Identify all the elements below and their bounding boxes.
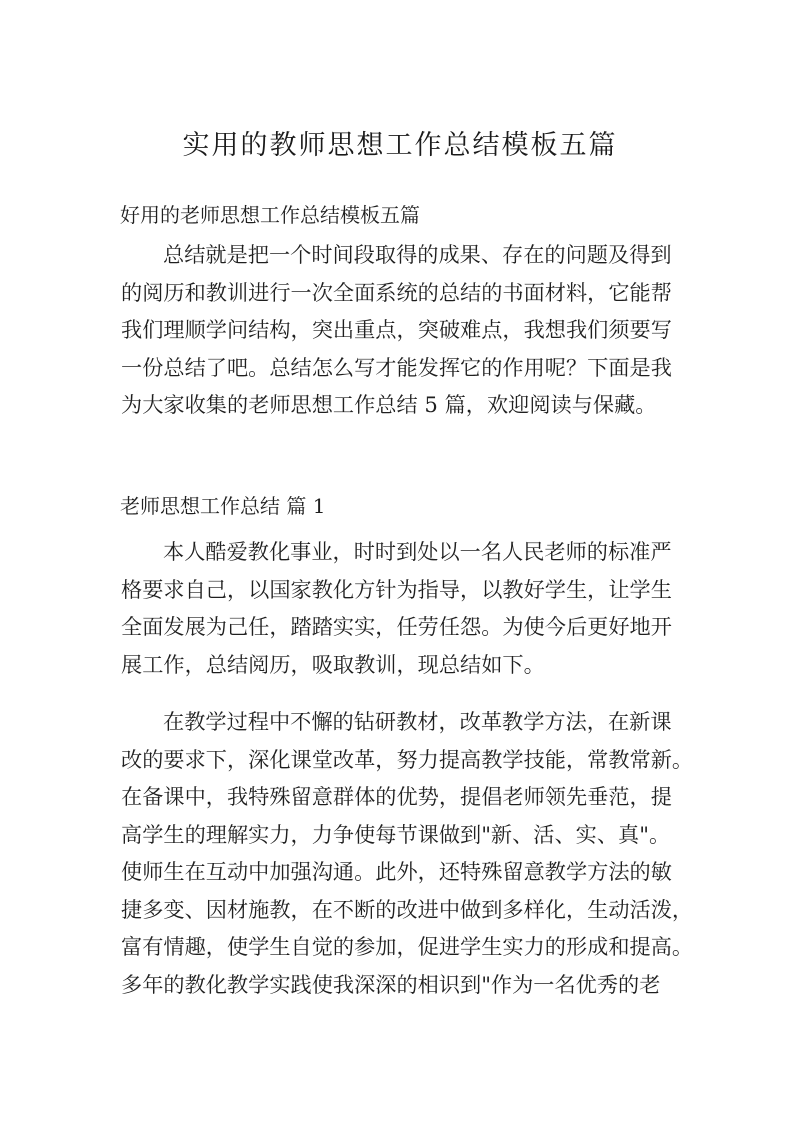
document-title: 实用的教师思想工作总结模板五篇: [182, 130, 618, 161]
paragraph-line: 在备课中，我特殊留意群体的优势，提倡老师领先垂范，提: [121, 784, 672, 809]
section-paragraph-1: [121, 533, 681, 683]
intro-paragraph: [121, 236, 681, 424]
paragraph-line: 展工作，总结阅历，吸取教训，现总结如下。: [121, 651, 545, 677]
section-paragraph-2: [121, 703, 694, 1003]
paragraph-line: 高学生的理解实力，力争使每节课做到"新、活、实、真"。: [121, 821, 671, 847]
paragraph-line: 改的要求下，深化课堂改革，努力提高教学技能，常教常新。: [121, 746, 694, 772]
paragraph-line: 格要求自己，以国家教化方针为指导，以教好学生，让学生: [121, 576, 672, 602]
paragraph-line: 多年的教化教学实践使我深深的相识到"作为一名优秀的老: [121, 971, 661, 997]
intro-line: 为大家收集的老师思想工作总结 5 篇，欢迎阅读与保藏。: [121, 392, 657, 417]
paragraph-line: 在教学过程中不懈的钻研教材，改革教学方法，在新课: [163, 709, 672, 734]
paragraph-line: 使师生在互动中加强沟通。此外，还特殊留意教学方法的敏: [121, 859, 672, 884]
intro-line: 的阅历和教训进行一次全面系统的总结的书面材料，它能帮: [121, 279, 672, 305]
intro-line: 一份总结了吧。总结怎么写才能发挥它的作用呢？下面是我: [121, 354, 672, 380]
intro-line: 总结就是把一个时间段取得的成果、存在的问题及得到: [163, 242, 672, 267]
paragraph-line: 本人酷爱教化事业，时时到处以一名人民老师的标准严: [163, 539, 672, 564]
paragraph-line: 全面发展为己任，踏踏实实，任劳任怨。为使今后更好地开: [121, 614, 672, 639]
document-subtitle: 好用的老师思想工作总结模板五篇: [120, 203, 420, 227]
paragraph-line: 捷多变、因材施教，在不断的改进中做到多样化，生动活泼，: [121, 896, 694, 922]
section-heading: 老师思想工作总结 篇 1: [120, 494, 326, 518]
paragraph-line: 富有情趣，使学生自觉的参加，促进学生实力的形成和提高。: [121, 934, 694, 959]
intro-line: 我们理顺学问结构，突出重点，突破难点，我想我们须要写: [121, 317, 672, 342]
